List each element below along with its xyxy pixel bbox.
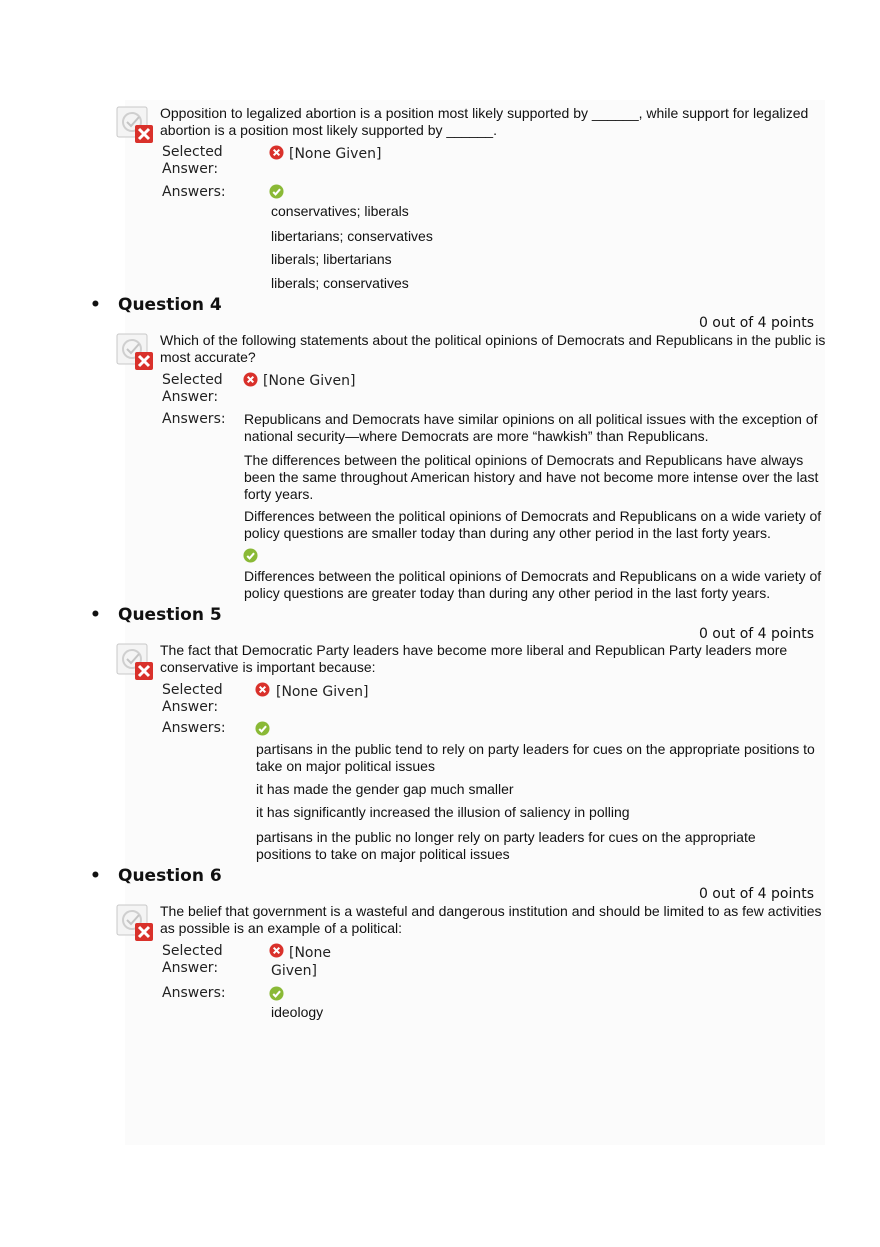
- answer-option: Republicans and Democrats have similar opinions on all political issues with the exception of national security—where Democrats are more “hawkish” than Republicans.: [244, 411, 818, 444]
- answer-option: The differences between the political opinions of Democrats and Republicans have always been the same throughout American history and have not become more intense over the last forty years.: [244, 452, 819, 502]
- question-heading: Question 6: [118, 866, 222, 886]
- correct-icon: [269, 986, 284, 1001]
- answer-option: liberals; conservatives: [271, 275, 409, 291]
- answer-option: partisans in the public no longer rely on party leaders for cues on the appropriate positions to take on major political issues: [256, 829, 756, 862]
- question-heading: Question 4: [118, 295, 222, 315]
- answer-option: liberals; libertarians: [271, 251, 392, 267]
- incorrect-question-icon: [116, 643, 154, 681]
- bullet: •: [90, 605, 101, 625]
- bullet: •: [90, 866, 101, 886]
- answer-option: ideology: [271, 1004, 324, 1020]
- selected-answer-value: [None Given]: [263, 373, 356, 389]
- answer-option: it has made the gender gap much smaller: [256, 781, 514, 797]
- incorrect-icon: [269, 943, 284, 958]
- incorrect-icon: [269, 145, 284, 160]
- answer-option: libertarians; conservatives: [271, 228, 433, 244]
- answers-label: Answers:: [162, 184, 226, 200]
- selected-answer-label: Selected Answer:: [162, 144, 223, 177]
- question-text: Which of the following statements about the political opinions of Democrats and Republicans in the public is most accurate?: [160, 332, 826, 365]
- incorrect-question-icon: [116, 904, 154, 942]
- question-points: 0 out of 4 points: [698, 886, 814, 902]
- selected-answer-value: [None Given]: [276, 684, 369, 700]
- selected-answer-label: Selected Answer:: [162, 682, 223, 715]
- answer-option: Differences between the political opinions of Democrats and Republicans on a wide variety of policy questions are greater today than during any other period in the last forty years.: [244, 568, 822, 601]
- selected-answer-value-cont: Given]: [271, 963, 317, 979]
- answer-option: Differences between the political opinions of Democrats and Republicans on a wide variety of policy questions are smaller today than during any other period in the last forty years.: [244, 508, 822, 541]
- answers-label: Answers:: [162, 985, 226, 1001]
- answers-label: Answers:: [162, 411, 226, 427]
- answer-option: it has significantly increased the illusion of saliency in polling: [256, 804, 630, 820]
- question-points: 0 out of 4 points: [698, 315, 814, 331]
- bullet: •: [90, 295, 101, 315]
- question-text: Opposition to legalized abortion is a position most likely supported by ______, while support for legalized abortion is a position most likely supported by ______.: [160, 105, 809, 138]
- content-panel: [125, 100, 825, 1145]
- question-heading: Question 5: [118, 605, 222, 625]
- correct-icon: [243, 548, 258, 563]
- incorrect-icon: [243, 372, 258, 387]
- correct-icon: [255, 721, 270, 736]
- incorrect-question-icon: [116, 106, 154, 144]
- answers-label: Answers:: [162, 720, 226, 736]
- question-text: The fact that Democratic Party leaders have become more liberal and Republican Party leaders more conservative is important because:: [160, 642, 788, 675]
- incorrect-icon: [255, 682, 270, 697]
- question-text: The belief that government is a wasteful and dangerous institution and should be limited to as few activities as possible is an example of a political:: [160, 903, 822, 936]
- correct-icon: [269, 184, 284, 199]
- selected-answer-label: Selected Answer:: [162, 372, 223, 405]
- selected-answer-value: [None Given]: [289, 146, 382, 162]
- question-points: 0 out of 4 points: [698, 626, 814, 642]
- answer-option: partisans in the public tend to rely on party leaders for cues on the appropriate positions to take on major political issues: [256, 741, 815, 774]
- selected-answer-value: [None: [289, 945, 331, 961]
- selected-answer-label: Selected Answer:: [162, 943, 223, 976]
- incorrect-question-icon: [116, 333, 154, 371]
- answer-option: conservatives; liberals: [271, 203, 409, 219]
